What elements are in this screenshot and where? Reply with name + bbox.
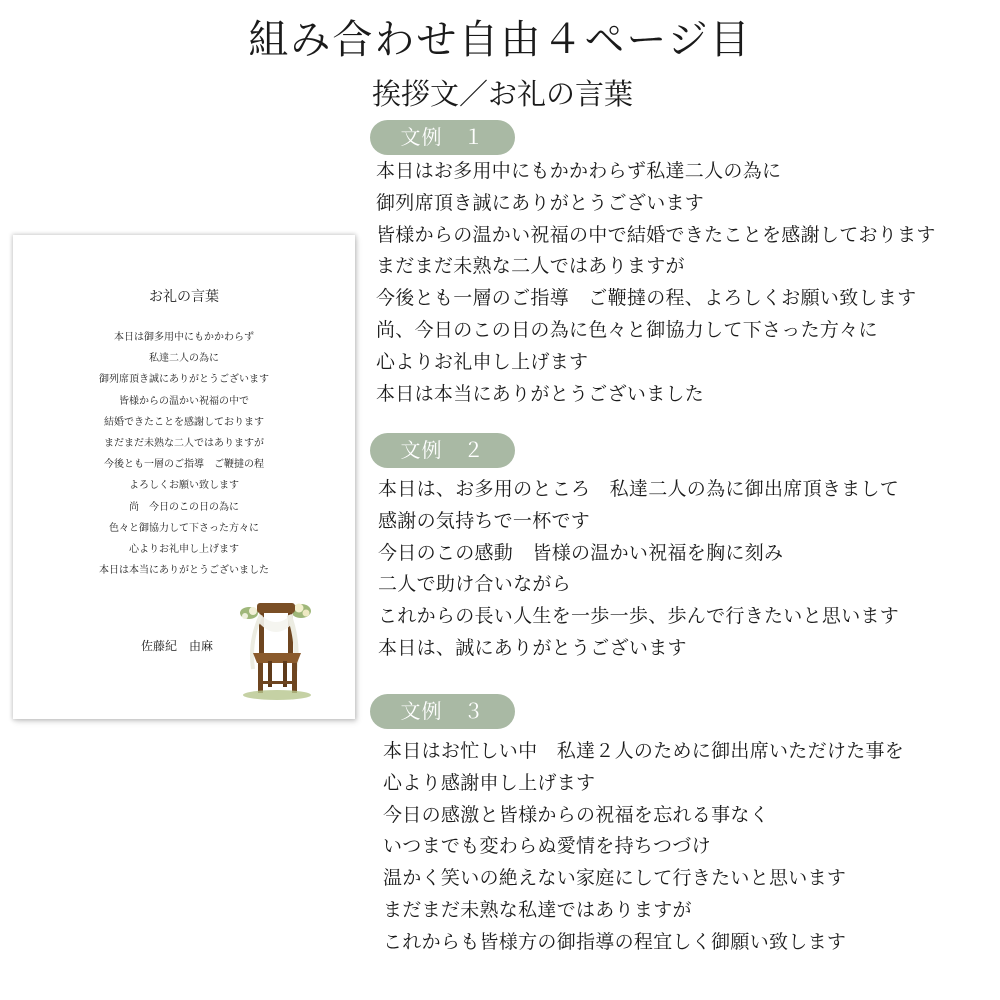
- example-line: 本日は本当にありがとうございました: [376, 382, 705, 405]
- card-line: 本日は本当にありがとうございました: [99, 565, 269, 577]
- example-1-text: [376, 156, 936, 410]
- example-line: まだまだ未熟な私達ではありますが: [383, 898, 692, 921]
- card-line: 私達二人の為に: [149, 353, 219, 365]
- card-line: 御列席頂き誠にありがとうございます: [99, 374, 269, 386]
- example-line: 本日は、誠にありがとうございます: [378, 636, 687, 659]
- example-line: これからの長い人生を一歩一歩、歩んで行きたいと思います: [378, 605, 900, 628]
- example-3-badge: 文例 ３: [370, 694, 515, 729]
- card-line: 今後とも一層のご指導 ご鞭撻の程: [104, 459, 264, 471]
- card-line: 心よりお礼申し上げます: [129, 543, 239, 555]
- example-line: これからも皆様方の御指導の程宜しく御願い致します: [383, 930, 847, 953]
- example-line: 今日の感激と皆様からの祝福を忘れる事なく: [383, 803, 770, 826]
- example-line: 温かく笑いの絶えない家庭にして行きたいと思います: [383, 867, 847, 890]
- example-line: 皆様からの温かい祝福の中で結婚できたことを感謝しております: [376, 223, 936, 246]
- example-line: いつまでも変わらぬ愛情を持ちつづけ: [383, 835, 711, 858]
- example-line: 今後とも一層のご指導 ご鞭撻の程、よろしくお願い致します: [376, 287, 917, 310]
- example-line: 今日のこの感動 皆様の温かい祝福を胸に刻み: [378, 541, 784, 564]
- example-line: 本日はお多用中にもかかわらず私達二人の為に: [376, 160, 782, 182]
- card-line: 皆様からの温かい祝福の中で: [119, 395, 249, 407]
- message-card-preview: [13, 235, 355, 719]
- wooden-chair-illustration: [239, 601, 315, 701]
- page-title: 組み合わせ自由４ページ目: [248, 17, 752, 63]
- example-line: 本日は、お多用のところ 私達二人の為に御出席頂きまして: [378, 478, 900, 500]
- couple-names: 佐藤紀 由麻: [141, 639, 214, 653]
- example-1-badge: 文例 １: [370, 120, 515, 155]
- card-title: お礼の言葉: [149, 289, 219, 305]
- card-line: 尚 今日のこの日の為に: [129, 501, 239, 513]
- card-line: よろしくお願い致します: [129, 480, 239, 492]
- example-line: 尚、今日のこの日の為に色々と御協力して下さった方々に: [376, 318, 878, 341]
- example-line: 心より感謝申し上げます: [383, 771, 596, 794]
- example-line: まだまだ未熟な二人ではありますが: [376, 255, 685, 278]
- example-2-text: [378, 474, 899, 665]
- card-line: まだまだ未熟な二人ではありますが: [104, 437, 264, 449]
- example-line: 本日はお忙しい中 私達２人のために御出席いただけた事を: [383, 740, 905, 762]
- example-line: 御列席頂き誠にありがとうございます: [376, 191, 705, 214]
- card-line: 色々と御協力して下さった方々に: [109, 522, 259, 534]
- card-line: 本日は御多用中にもかかわらず: [114, 332, 254, 343]
- card-line: 結婚できたことを感謝しております: [104, 416, 264, 428]
- example-2-badge: 文例 ２: [370, 433, 515, 468]
- example-3-text: [383, 736, 904, 959]
- example-line: 二人で助け合いながら: [378, 573, 572, 596]
- page-subtitle: 挨拶文／お礼の言葉: [372, 77, 634, 111]
- example-line: 感謝の気持ちで一杯です: [378, 509, 591, 532]
- card-message: [13, 327, 355, 581]
- example-line: 心よりお礼申し上げます: [376, 350, 589, 373]
